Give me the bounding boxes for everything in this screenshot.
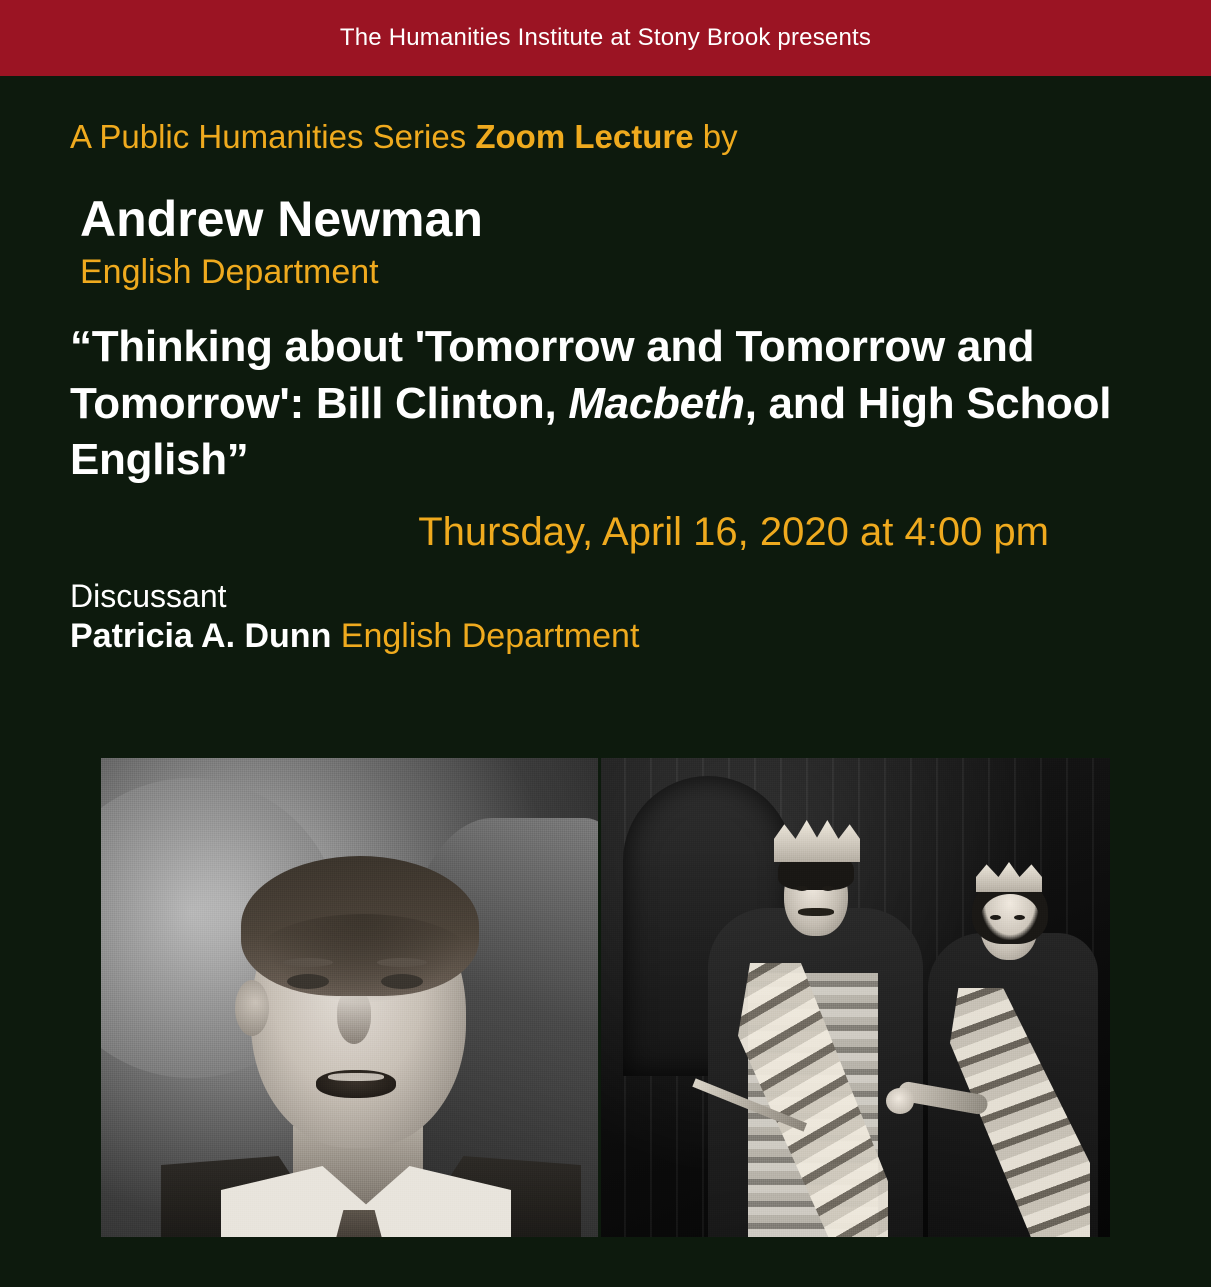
event-datetime: Thursday, April 16, 2020 at 4:00 pm [418, 510, 1049, 555]
series-suffix: by [693, 118, 738, 155]
series-prefix: A Public Humanities Series [70, 118, 476, 155]
clinton-eye-left [287, 974, 329, 989]
discussant-label: Discussant [70, 578, 227, 615]
talk-title-italic: Macbeth [568, 378, 745, 428]
speaker-name: Andrew Newman [80, 191, 483, 248]
poster-content [0, 119, 1211, 656]
speaker-department: English Department [80, 252, 379, 291]
talk-title-part2: , and High School English” [70, 378, 1112, 484]
photo-macbeth-scene [598, 758, 1110, 1237]
clinton-eyebrow-right [377, 958, 427, 967]
talk-title-part1: “Thinking about 'Tomorrow and Tomorrow and Tomorrow': Bill Clinton, [70, 322, 1035, 428]
clinton-hair [241, 856, 479, 996]
macbeth-queen-crown [976, 862, 1042, 892]
photo-divider [598, 758, 601, 1237]
photo-bill-clinton [101, 758, 598, 1237]
macbeth-queen-eye-left [990, 915, 1001, 920]
series-line [70, 119, 1141, 155]
macbeth-queen-hand [886, 1088, 914, 1114]
clinton-nose [337, 990, 371, 1044]
discussant-department: English Department [340, 616, 640, 655]
discussant-name: Patricia A. Dunn [70, 616, 332, 655]
macbeth-king-eye-left [796, 886, 808, 891]
discussant-line [70, 617, 1141, 656]
macbeth-queen-eye-right [1014, 915, 1025, 920]
photo-pair [101, 758, 1110, 1237]
macbeth-king-eye-right [822, 886, 834, 891]
clinton-ear [235, 980, 269, 1036]
talk-title [70, 319, 1141, 488]
top-banner [0, 0, 1211, 76]
macbeth-king-mustache [798, 908, 834, 916]
clinton-mouth [316, 1070, 396, 1098]
clinton-eye-right [381, 974, 423, 989]
clinton-eyebrow-left [283, 958, 333, 967]
series-emphasis: Zoom Lecture [475, 118, 694, 155]
banner-presenter-text: The Humanities Institute at Stony Brook presents [339, 24, 872, 51]
